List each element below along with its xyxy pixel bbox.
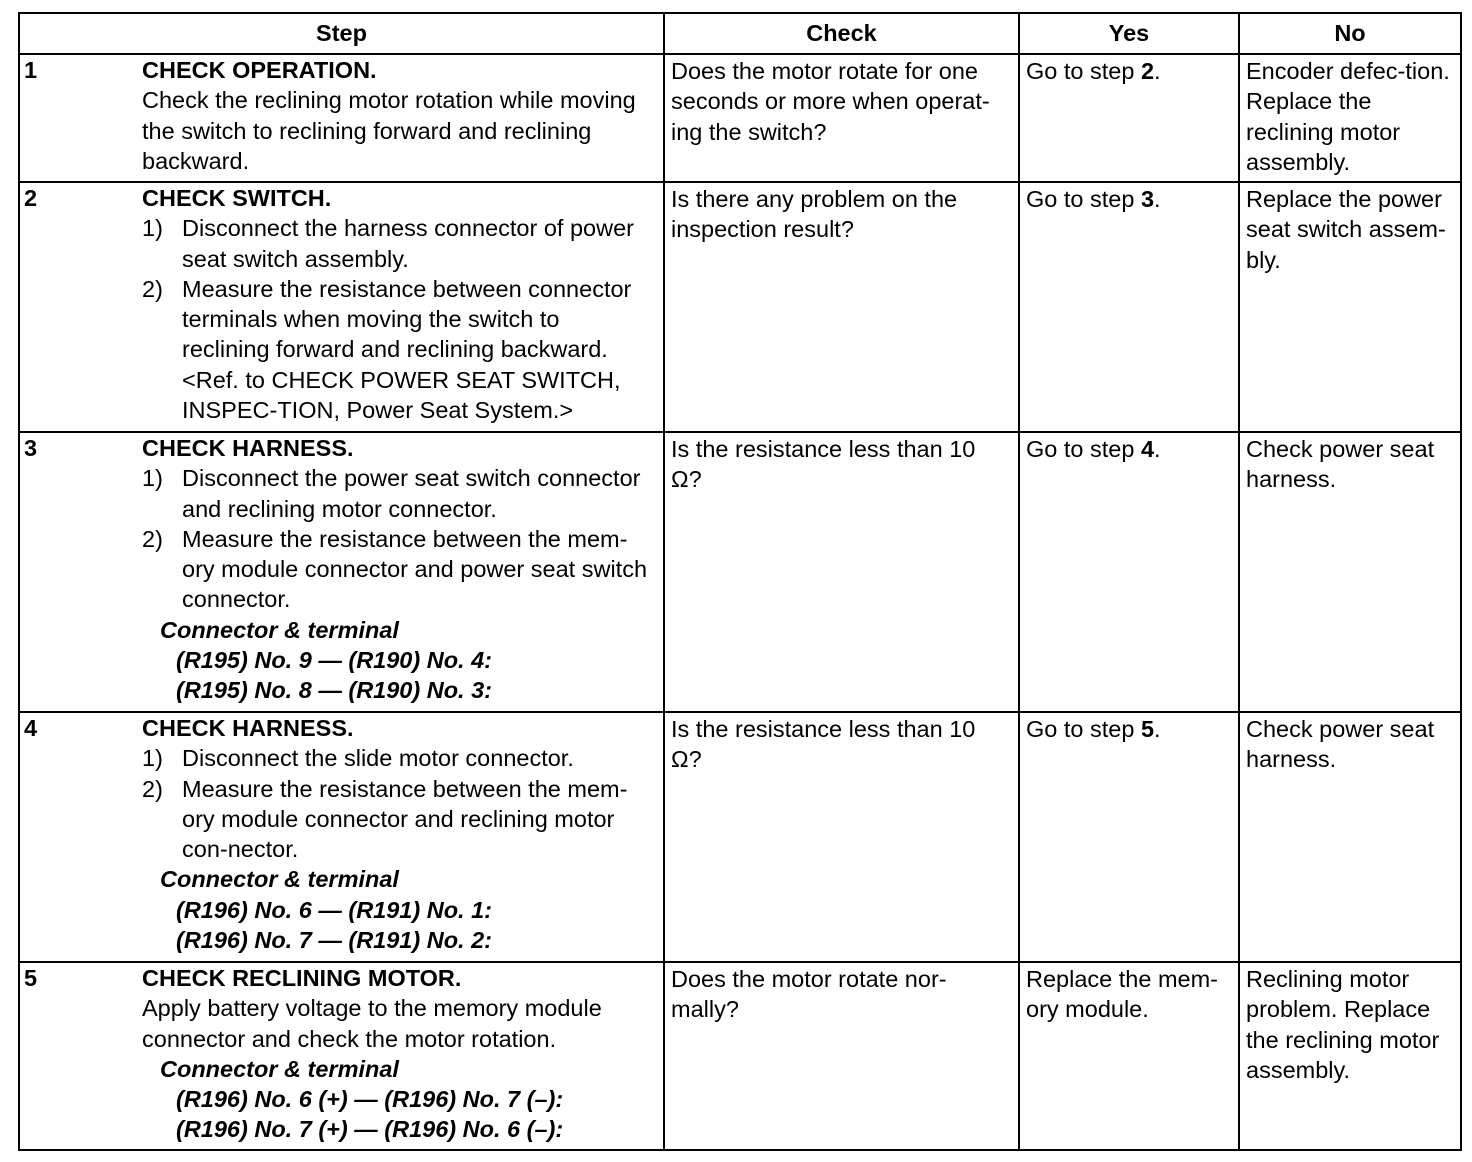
substep: 1) Disconnect the power seat switch connector and reclining motor connector.: [142, 465, 641, 522]
connector-terminal-line: (R195) No. 8 — (R190) No. 3:: [176, 677, 493, 704]
yes-cell: Go to step 2.: [1019, 54, 1239, 182]
step-number: 3: [24, 435, 38, 461]
yes-cell: Go to step 5.: [1019, 712, 1239, 962]
connector-terminal-heading: Connector & terminal: [160, 866, 399, 893]
step-number: 2: [24, 185, 38, 211]
table-row: [19, 54, 1461, 182]
yes-step-number: 5: [1140, 716, 1155, 742]
table-row: [19, 712, 1461, 962]
connector-terminal-heading: Connector & terminal: [160, 1055, 399, 1082]
step-number: 4: [24, 715, 38, 741]
step-cell: [19, 54, 664, 182]
no-cell: Check power seat harness.: [1239, 712, 1461, 962]
diagnostic-table: [18, 12, 1462, 1151]
check-cell: Is there any problem on the inspection result?: [664, 182, 1019, 432]
header-step: Step: [19, 13, 664, 54]
header-check: Check: [664, 13, 1019, 54]
connector-terminal-line: (R195) No. 9 — (R190) No. 4:: [176, 647, 493, 674]
yes-step-number: 4: [1140, 436, 1155, 462]
yes-cell: Replace the mem-ory module.: [1019, 962, 1239, 1150]
table-row: [19, 962, 1461, 1150]
step-number: 1: [24, 57, 38, 83]
step-cell: [19, 432, 664, 712]
yes-cell: Go to step 3.: [1019, 182, 1239, 432]
substep: 1) Disconnect the harness connector of power seat switch assembly.: [142, 215, 634, 272]
step-title: CHECK SWITCH.: [142, 185, 332, 211]
connector-terminal-line: (R196) No. 7 (+) — (R196) No. 6 (–):: [176, 1116, 564, 1143]
yes-step-number: 3: [1140, 186, 1155, 212]
connector-terminal-line: (R196) No. 6 — (R191) No. 1:: [176, 896, 493, 923]
substep: 2) Measure the resistance between the mem-ory module connector and reclining motor con-nector.: [142, 775, 628, 863]
step-cell: [19, 712, 664, 962]
step-title: CHECK HARNESS.: [142, 435, 354, 461]
table-row: [19, 432, 1461, 712]
connector-terminal-line: (R196) No. 7 — (R191) No. 2:: [176, 927, 493, 954]
substep: 2) Measure the resistance between the mem-ory module connector and power seat switch connector.: [142, 525, 648, 613]
check-cell: Does the motor rotate for one seconds or more when operat-ing the switch?: [664, 54, 1019, 182]
connector-terminal-line: (R196) No. 6 (+) — (R196) No. 7 (–):: [176, 1086, 564, 1113]
step-cell: [19, 962, 664, 1150]
connector-terminal-heading: Connector & terminal: [160, 616, 399, 643]
check-cell: Is the resistance less than 10 Ω?: [664, 432, 1019, 712]
step-title: CHECK OPERATION.: [142, 57, 377, 83]
table-row: [19, 182, 1461, 432]
no-cell: Reclining motor problem. Replace the reclining motor assembly.: [1239, 962, 1461, 1150]
substep: 2) Measure the resistance between connector terminals when moving the switch to reclining forward and reclining backward. <Ref. to CHECK POWER SEAT SWITCH, INSPEC-TION, Power Seat System.>: [142, 275, 632, 424]
header-no: No: [1239, 13, 1461, 54]
no-cell: Replace the power seat switch assem-bly.: [1239, 182, 1461, 432]
header-row: [19, 13, 1461, 54]
step-text: Check the reclining motor rotation while moving the switch to reclining forward and reclining backward.: [142, 87, 636, 174]
substep: 1) Disconnect the slide motor connector.: [142, 745, 574, 772]
no-cell: Check power seat harness.: [1239, 432, 1461, 712]
check-cell: Does the motor rotate nor-mally?: [664, 962, 1019, 1150]
header-yes: Yes: [1019, 13, 1239, 54]
step-title: CHECK RECLINING MOTOR.: [142, 965, 462, 991]
step-number: 5: [24, 965, 38, 991]
step-text: Apply battery voltage to the memory module connector and check the motor rotation.: [142, 995, 602, 1052]
yes-cell: Go to step 4.: [1019, 432, 1239, 712]
no-cell: Encoder defec-tion. Replace the reclining motor assembly.: [1239, 54, 1461, 182]
check-cell: Is the resistance less than 10 Ω?: [664, 712, 1019, 962]
step-cell: [19, 182, 664, 432]
step-title: CHECK HARNESS.: [142, 715, 354, 741]
yes-step-number: 2: [1140, 58, 1155, 84]
